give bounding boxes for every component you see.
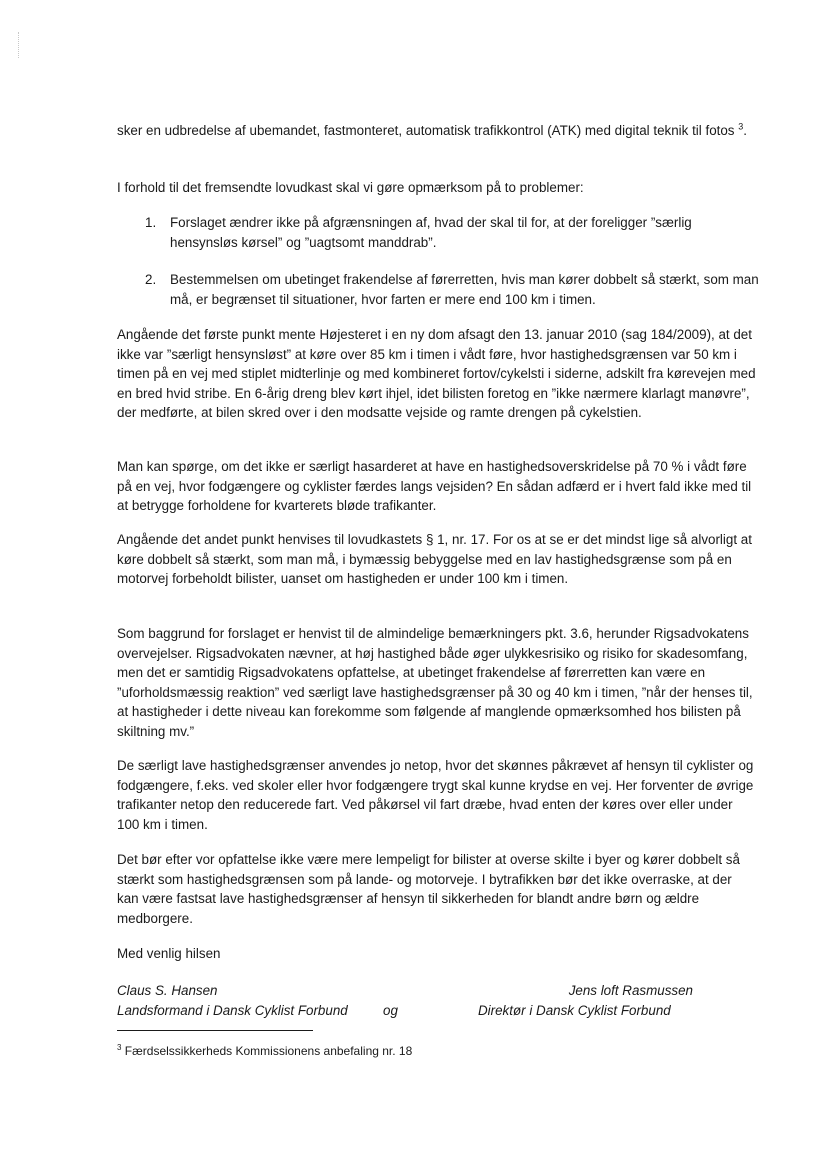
- lead-paragraph: I forhold til det fremsendte lovudkast skal vi gøre opmærksom på to problemer:: [117, 180, 584, 195]
- footnote-ref: 3: [738, 121, 744, 132]
- scan-mark: [18, 32, 23, 58]
- intro-paragraph: [117, 121, 757, 141]
- signature-right: [478, 981, 693, 1020]
- signatory-title: Direktør i Dansk Cyklist Forbund: [478, 1002, 671, 1018]
- paragraph-low-limits: De særligt lave hastighedsgrænser anvendes jo netop, hvor det skønnes påkrævet af hensyn til cyklister og fodgængere, f.eks. ved skoler eller hvor fodgængere trygt skal kunne krydse en vej. Her forventer de øvrige trafikanter netop den reducerede fart. Ved påkørsel vil fart dræbe, hvad enten der køres over eller under 100 km i timen.: [117, 758, 754, 832]
- paragraph-second-point: Angående det andet punkt henvises til lovudkastets § 1, nr. 17. For os at se er det mindst lige så alvorligt at køre dobbelt så stærkt, som man må, i bymæssig bebyggelse med en lav hastighedsgrænse som på en motorvej forbeholdt bilister, uanset om hastigheden er under 100 km i timen.: [117, 532, 752, 587]
- signature-conjunction: og: [383, 1003, 398, 1018]
- footnote-divider: [117, 1030, 313, 1031]
- list-text: Bestemmelsen om ubetinget frakendelse af førerretten, hvis man kører dobbelt så stærkt, som man må, er begrænset til situationer, hvor farten er mere end 100 km i timen.: [170, 272, 759, 307]
- signatory-title: Landsformand i Dansk Cyklist Forbund: [117, 1002, 348, 1018]
- intro-text: sker en udbredelse af ubemandet, fastmonteret, automatisk trafikkontrol (ATK) med digital teknik til fotos: [117, 123, 735, 138]
- footnote-number: 3: [117, 1043, 122, 1052]
- list-number: 1.: [145, 215, 157, 230]
- paragraph-background: Som baggrund for forslaget er henvist til de almindelige bemærkningers pkt. 3.6, herunder Rigsadvokatens overvejelser. Rigsadvokaten nævner, at høj hastighed både øger ulykkesrisiko og risiko for skadesomfang, men det er samtidig Rigsadvokatens opfattelse, at ubetinget frakendelse af førerretten kan være en ”uforholdsmæssig reaktion” ved særligt lave hastighedsgrænser på 30 og 40 km i timen, ”når der henses til, at hastigheder i dette niveau kan forekomme som følgende af manglende opmærksomhed hos bilisten på skiltning mv.”: [117, 626, 753, 739]
- footnote: [117, 1042, 412, 1062]
- paragraph-conclusion: Det bør efter vor opfattelse ikke være mere lempeligt for bilister at overse skilte i byer og kører dobbelt så stærkt som hastighedsgrænsen som på lande- og motorveje. I bytrafikken bør det ikke overraske, at der kan være fastsat lave hastighedsgrænser af hensyn til sikkerheden for blandt andre børn og ældre medborgere.: [117, 852, 740, 926]
- paragraph-question: Man kan spørge, om det ikke er særligt hasarderet at have en hastighedsoverskridelse på 70 % i vådt føre på en vej, hvor fodgængere og cyklister færdes langs vejsiden? En sådan adfærd er i hvert fald ikke med til at betrygge forholdene for kvarterets bløde trafikanter.: [117, 459, 752, 514]
- list-number: 2.: [145, 272, 157, 287]
- paragraph-first-point: Angående det første punkt mente Højesteret i en ny dom afsagt den 13. januar 2010 (sag 184/2009), at det ikke var ”særligt hensynsløst” at køre over 85 km i timen i vådt føre, hvor hastighedsgrænsen var 50 km i timen på en vej med stiplet midterlinje og med kombineret fortov/cykelsti i siderne, adskilt fra kørevejen med en bred hvid stribe. En 6-årig dreng blev kørt ihjel, idet bilisten foretog en ”ikke nærmere klarlagt manøvre”, der medførte, at bilen skred over i den modsatte vejside og ramte drengen på cykelstien.: [117, 327, 756, 421]
- signature-left: [117, 981, 348, 1020]
- list-text: Forslaget ændrer ikke på afgrænsningen af, hvad der skal til for, at der foreligger ”særlig hensynsløs kørsel” og ”uagtsomt manddrab”.: [170, 215, 692, 250]
- signatory-name: Claus S. Hansen: [117, 983, 218, 998]
- intro-end: .: [743, 123, 747, 138]
- signatory-name: Jens loft Rasmussen: [568, 983, 693, 998]
- footnote-text: Færdselssikkerheds Kommissionens anbefaling nr. 18: [124, 1044, 413, 1058]
- closing-salutation: Med venlig hilsen: [117, 946, 221, 961]
